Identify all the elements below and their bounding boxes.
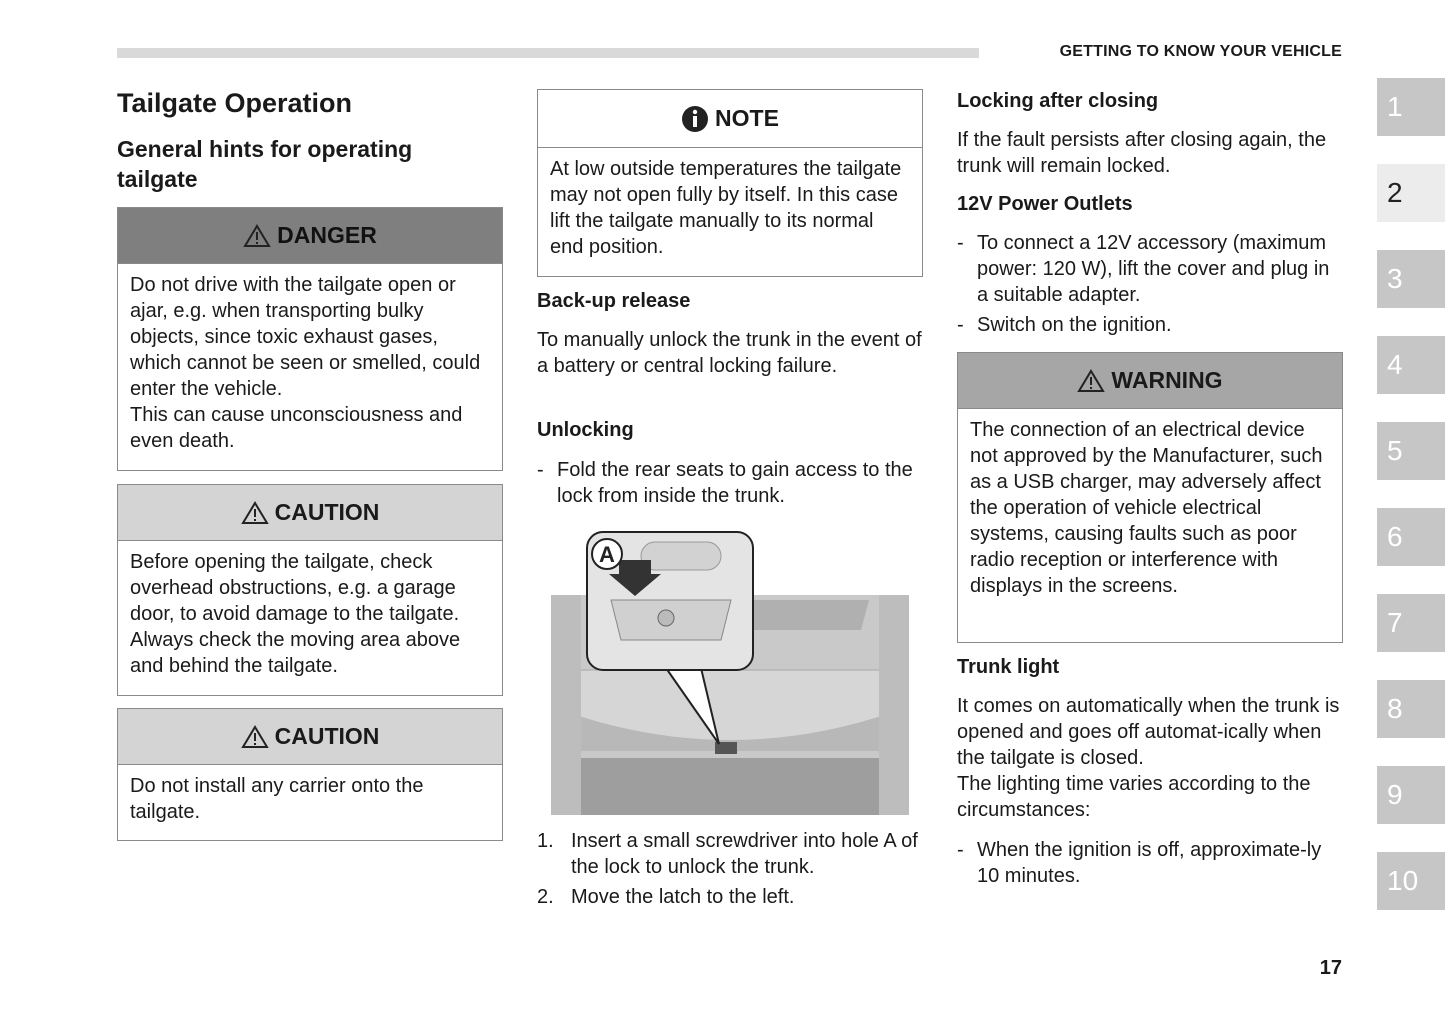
chapter-tab-10[interactable]: 10 (1377, 852, 1445, 910)
warning-header (958, 353, 1342, 409)
chapter-tab-3[interactable]: 3 (1377, 250, 1445, 308)
caution-header-1 (118, 485, 502, 541)
note-header (538, 90, 922, 148)
caution-box-2 (117, 708, 503, 841)
danger-text: Do not drive with the tailgate open or ajar, e.g. when transporting bulky objects, since toxic exhaust gases, which cannot be seen or smelled, could enter the vehicle. (130, 274, 481, 400)
power-item-2: - Switch on the ignition. (957, 314, 1172, 336)
backup-text: To manually unlock the trunk in the event of a battery or central locking failure. (537, 329, 922, 377)
caution-header-2 (118, 709, 502, 765)
warning-triangle-icon (241, 501, 269, 525)
page-number: 17 (1319, 957, 1342, 979)
backup-heading: Back-up release (537, 290, 691, 312)
chapter-tab-9[interactable]: 9 (1377, 766, 1445, 824)
power-list (957, 230, 1343, 338)
trunk-item: - When the ignition is off, approximate-ly 10 minutes. (957, 839, 1322, 887)
header-rule (117, 48, 979, 58)
step-1: 1. Insert a small screwdriver into hole A of the lock to unlock the trunk. (537, 830, 918, 878)
page-title: Tailgate Operation (117, 88, 353, 118)
info-icon (681, 105, 709, 133)
caution-text-2: Do not install any carrier onto the tailgate. (130, 775, 424, 823)
steps-list (537, 828, 923, 910)
unlocking-item: - Fold the rear seats to gain access to the lock from inside the trunk. (537, 459, 913, 507)
chapter-tab-4[interactable]: 4 (1377, 336, 1445, 394)
chapter-tab-8[interactable]: 8 (1377, 680, 1445, 738)
figure-label-a: A (599, 542, 615, 567)
caution-label-1: CAUTION (274, 499, 380, 525)
warning-box (957, 352, 1343, 643)
trunk-heading: Trunk light (957, 656, 1060, 678)
danger-label: DANGER (277, 222, 377, 248)
step-2: 2. Move the latch to the left. (537, 886, 795, 908)
note-box (537, 89, 923, 277)
chapter-tab-7[interactable]: 7 (1377, 594, 1445, 652)
warning-triangle-icon (241, 725, 269, 749)
locking-heading: Locking after closing (957, 90, 1159, 112)
chapter-tab-2[interactable]: 2 (1377, 164, 1445, 222)
chapter-tab-1[interactable]: 1 (1377, 78, 1445, 136)
unlocking-heading: Unlocking (537, 419, 634, 441)
warning-triangle-icon (1077, 369, 1105, 393)
chapter-tab-5[interactable]: 5 (1377, 422, 1445, 480)
note-label: NOTE (715, 105, 779, 131)
danger-header (118, 208, 502, 264)
caution-box-1 (117, 484, 503, 696)
section-title: GETTING TO KNOW YOUR VEHICLE (1059, 43, 1342, 60)
warning-text: The connection of an electrical device not approved by the Manufacturer, such as a USB charger, may adversely affect the operation of vehicle electrical systems, causing faults such as poor radio reception or interference with displays in the screens. (970, 419, 1323, 597)
danger-text-2: This can cause unconsciousness and even death. (130, 404, 463, 452)
caution-text-1: Before opening the tailgate, check overhead obstructions, e.g. a garage door, to avoid damage to the tailgate. Always check the moving area above and behind the tailgate. (130, 551, 461, 677)
warning-triangle-icon (243, 224, 271, 248)
trunk-text-2: The lighting time varies according to the circumstances: (957, 773, 1311, 821)
note-text: At low outside temperatures the tailgate may not open fully by itself. In this case lift the tailgate manually to its normal end position. (550, 158, 902, 258)
warning-label: WARNING (1111, 367, 1223, 393)
chapter-tab-6[interactable]: 6 (1377, 508, 1445, 566)
power-heading: 12V Power Outlets (957, 193, 1133, 215)
power-item-1: - To connect a 12V accessory (maximum power: 120 W), lift the cover and plug in a suitable adapter. (957, 232, 1330, 306)
caution-label-2: CAUTION (274, 723, 380, 749)
subtitle: General hints for operating tailgate (117, 136, 413, 192)
locking-text: If the fault persists after closing again, the trunk will remain locked. (957, 129, 1327, 177)
trunk-lock-figure (551, 530, 909, 815)
trunk-text: It comes on automatically when the trunk is opened and goes off automat-ically when the tailgate is closed. (957, 695, 1340, 769)
danger-box (117, 207, 503, 471)
